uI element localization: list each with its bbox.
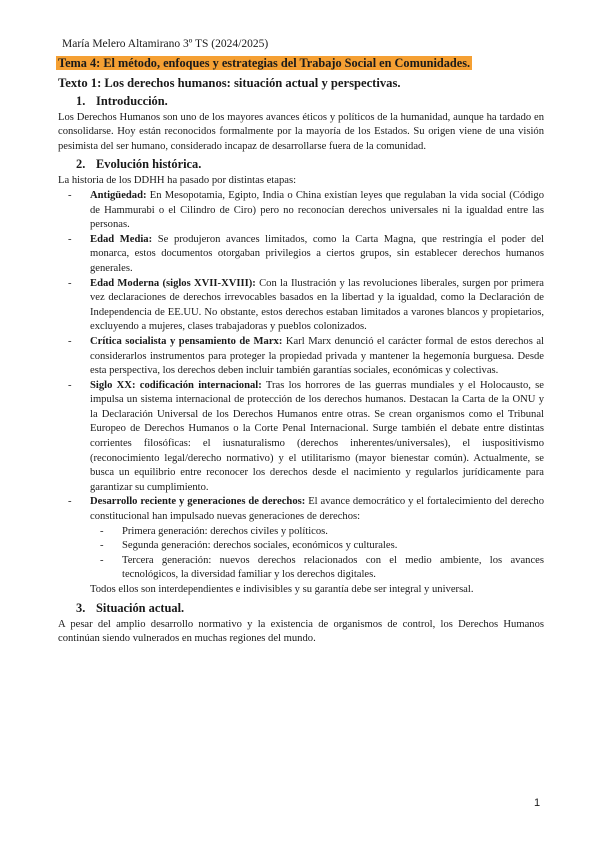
- section-heading-introduccion: [76, 93, 544, 109]
- sub-item-text: Segunda generación: derechos sociales, económicos y culturales.: [122, 540, 398, 552]
- sub-item-text: Primera generación: derechos civiles y políticos.: [122, 525, 328, 537]
- section-heading-situacion: [76, 600, 544, 616]
- introduccion-paragraph: Los Derechos Humanos son uno de los mayores avances éticos y políticos de la humanidad, aunque ha tardado en consolidarse. Hoy están reconocidos formalmente por la mayoría de los Estados. Su origen viene de una visión pesimista del ser humano, considerado incapaz de desarrollarse fuera de la comunidad.: [58, 111, 544, 152]
- page-number: 1: [534, 797, 541, 809]
- item-term: Siglo XX: codificación internacional:: [90, 379, 262, 391]
- list-item-siglo-xx: [68, 379, 544, 496]
- evolucion-closing: Todos ellos son interdependientes e indivisibles y su garantía debe ser integral y universal.: [90, 584, 474, 595]
- section-number: 1.: [76, 93, 86, 108]
- item-text: Karl Marx denunció el carácter formal de estos derechos al considerarlos instrumentos para proteger la propiedad privada y mantener la hegemonía burguesa. Desde esta perspectiva, los derechos deben incluir también garantías sociales, económicas y colectivas.: [90, 335, 544, 377]
- situacion-paragraph: A pesar del amplio desarrollo normativo y la existencia de organismos de control, los Derechos Humanos continúan siendo vulnerados en muchas regiones del mundo.: [58, 618, 544, 645]
- item-text: Tras los horrores de las guerras mundiales y el Holocausto, se impulsa un sistema internacional de protección de los derechos humanos. Destacan la Carta de la ONU y la Declaración Universal de los Derechos Humanos entre otras. Se crean organismos como el Tribunal Europeo de Derechos Humanos o la Corte Penal Internacional. Surge también el debate entre distintas corrientes filosóficas: el iusnaturalismo (derechos inherentes/universales), el iuspositivismo (reconocimiento legal/derecho normativo) y el utilitarismo (mayor bienestar común). Actualmente, se busca un equilibrio entre reconocer los derechos desde el nacimiento y regularlos jurídicamente para garantizar su cumplimiento.: [90, 379, 544, 493]
- generaciones-list: [90, 525, 544, 583]
- item-text: Se produjeron avances limitados, como la Carta Magna, que restringía el poder del monarca, estos documentos otorgaban privilegios a ciertos grupos, sin establecer derechos humanos generales.: [90, 233, 544, 274]
- section-title: Situación actual.: [96, 600, 185, 615]
- topic-title: Tema 4: El método, enfoques y estrategias del Trabajo Social en Comunidades.: [58, 56, 471, 70]
- section-heading-evolucion: [76, 156, 544, 172]
- sub-item-segunda-generacion: [100, 539, 544, 554]
- sub-item-tercera-generacion: [100, 554, 544, 583]
- dash-bullet: -: [100, 525, 104, 537]
- list-item-edad-media: [68, 233, 544, 277]
- author-header: María Melero Altamirano 3º TS (2024/2025): [62, 38, 269, 50]
- evolucion-intro: La historia de los DDHH ha pasado por distintas etapas:: [58, 175, 297, 187]
- list-item-edad-moderna: [68, 277, 544, 335]
- section-title: Introducción.: [96, 93, 168, 108]
- dash-bullet: -: [100, 554, 104, 566]
- list-item-critica-socialista: [68, 335, 544, 379]
- topic-title-wrap: [56, 56, 544, 73]
- sub-item-primera-generacion: [100, 525, 544, 540]
- dash-bullet: -: [68, 233, 72, 245]
- item-term: Edad Moderna (siglos XVII-XVIII):: [90, 277, 256, 289]
- dash-bullet: -: [68, 335, 72, 347]
- text-title: Texto 1: Los derechos humanos: situación actual y perspectivas.: [58, 75, 401, 90]
- document-body: [58, 56, 544, 647]
- section-number: 3.: [76, 600, 86, 615]
- item-term: Desarrollo reciente y generaciones de derechos:: [90, 496, 306, 508]
- section-title: Evolución histórica.: [96, 157, 202, 172]
- section-number: 2.: [76, 157, 86, 172]
- dash-bullet: -: [100, 540, 104, 552]
- dash-bullet: -: [68, 277, 72, 289]
- list-item-desarrollo-reciente: [68, 495, 544, 583]
- dash-bullet: -: [68, 379, 72, 391]
- item-text: El avance democrático y el fortalecimiento del derecho constitucional han impulsado nuevas generaciones de derechos:: [90, 496, 544, 523]
- evolucion-list: [58, 189, 544, 583]
- item-term: Crítica socialista y pensamiento de Marx:: [90, 335, 283, 347]
- sub-item-text: Tercera generación: nuevos derechos relacionados con el medio ambiente, los avances tecnológicos, la diversidad familiar y los derechos digitales.: [122, 554, 544, 581]
- dash-bullet: -: [68, 189, 72, 201]
- item-text: Con la Ilustración y las revoluciones liberales, surgen por primera vez declaraciones de derechos irrevocables basados en la libertad y la igualdad, como la Declaración de Independencia de EE.UU. No obstante, estos derechos estaban limitados a varones blancos y propietarios, excluyendo a mujeres, clases trabajadoras y pueblos colonizados.: [90, 277, 544, 333]
- dash-bullet: -: [68, 496, 72, 508]
- list-item-antiguedad: [68, 189, 544, 233]
- item-text: En Mesopotamia, Egipto, India o China existían leyes que regulaban la vida social (Código de Hammurabi o el Cilindro de Ciro) pero no reconocían derechos universales ni la igualdad entre las personas.: [90, 189, 544, 231]
- item-term: Edad Media:: [90, 233, 153, 245]
- item-term: Antigüedad:: [90, 189, 147, 201]
